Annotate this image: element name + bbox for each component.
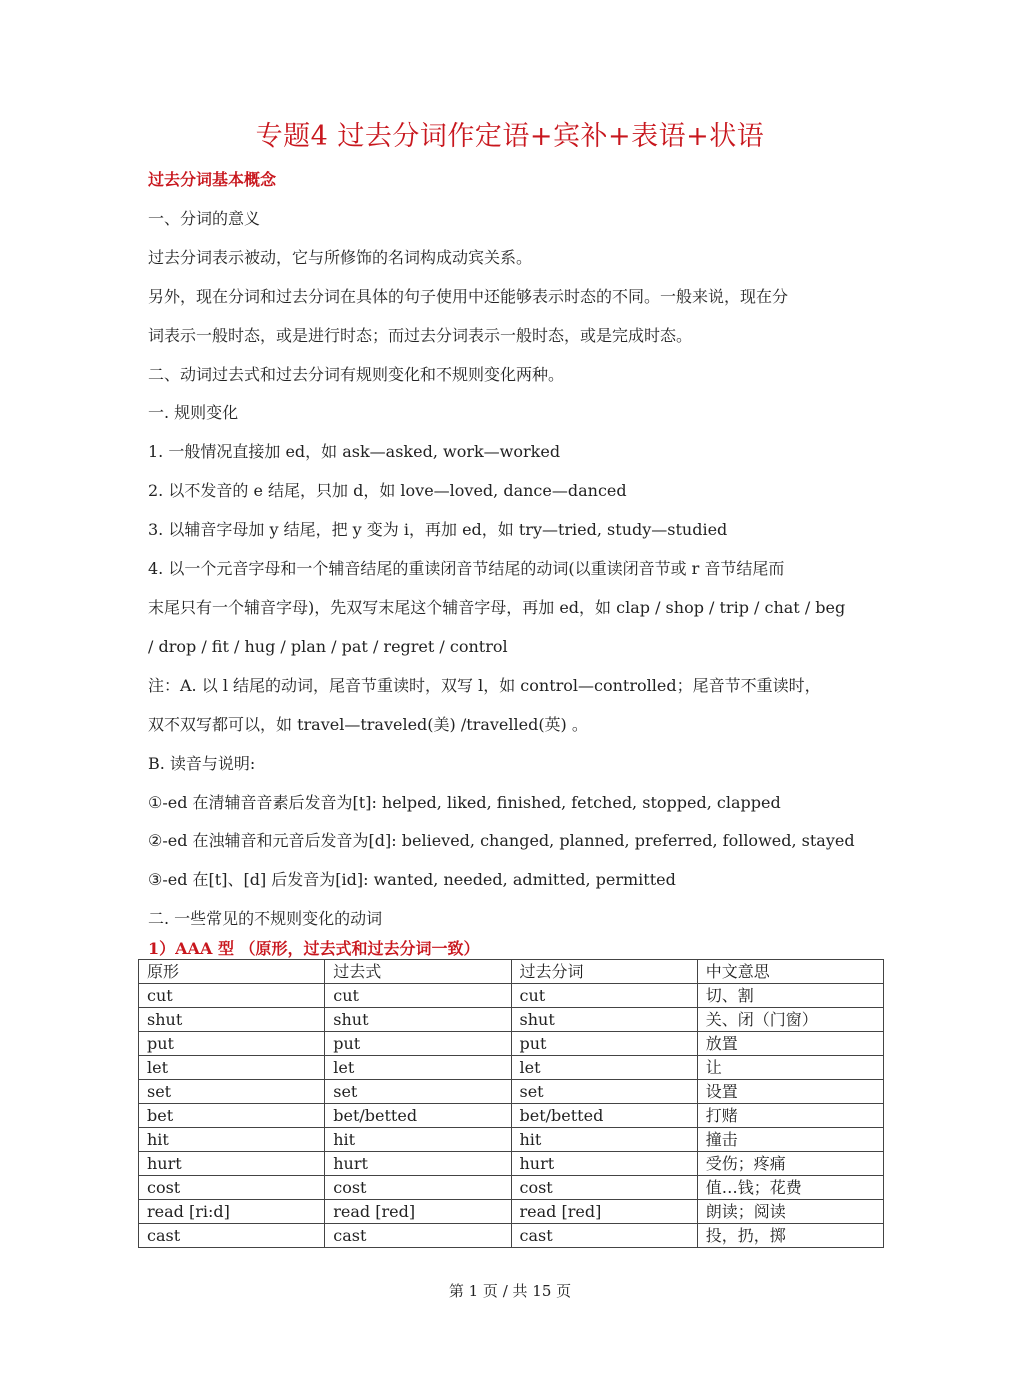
table-cell: bet/betted — [511, 1104, 697, 1128]
table-cell: 值…钱；花费 — [697, 1176, 883, 1200]
paragraph-line: 末尾只有一个辅音字母)，先双写末尾这个辅音字母，再加 ed，如 clap / shop / trip / chat / beg — [148, 597, 846, 617]
table-cell: 朗读；阅读 — [697, 1200, 883, 1224]
table-row — [139, 1008, 884, 1032]
table-cell: bet — [139, 1104, 325, 1128]
table-cell: cast — [325, 1224, 511, 1248]
paragraph-line: 1. 一般情况直接加 ed，如 ask—asked, work—worked — [148, 442, 561, 462]
paragraph-line: ③-ed 在[t]、[d] 后发音为[id]: wanted, needed, admitted, permitted — [148, 870, 676, 890]
paragraph-line: ①-ed 在清辅音音素后发音为[t]: helped, liked, finished, fetched, stopped, clapped — [148, 792, 781, 812]
table-cell: 切、割 — [697, 984, 883, 1008]
table-cell: shut — [511, 1008, 697, 1032]
paragraph-line: 3. 以辅音字母加 y 结尾，把 y 变为 i，再加 ed，如 try—tried, study—studied — [148, 520, 728, 540]
verb-table — [138, 959, 884, 1248]
table-header-row — [139, 960, 884, 984]
table-cell: 设置 — [697, 1080, 883, 1104]
table-cell: let — [511, 1056, 697, 1080]
table-cell: hit — [139, 1128, 325, 1152]
table-cell: hurt — [325, 1152, 511, 1176]
table-cell: bet/betted — [325, 1104, 511, 1128]
table-cell: cast — [139, 1224, 325, 1248]
table-cell: shut — [325, 1008, 511, 1032]
column-header: 过去式 — [325, 960, 511, 984]
paragraph-line: 过去分词表示被动，它与所修饰的名词构成动宾关系。 — [148, 247, 533, 267]
table-row — [139, 1104, 884, 1128]
table-cell: 让 — [697, 1056, 883, 1080]
document-body — [148, 161, 878, 939]
paragraph-line: 双不双写都可以，如 travel—traveled(美) /travelled(英) 。 — [148, 714, 588, 734]
table-row — [139, 1128, 884, 1152]
table-cell: read [red] — [511, 1200, 697, 1224]
table-cell: 受伤；疼痛 — [697, 1152, 883, 1176]
page-title: 专题4 过去分词作定语+宾补+表语+状语 — [255, 121, 765, 152]
table-row — [139, 1152, 884, 1176]
table-cell: hurt — [511, 1152, 697, 1176]
paragraph-list — [148, 200, 878, 939]
table-cell: cast — [511, 1224, 697, 1248]
table-cell: 关、闭（门窗） — [697, 1008, 883, 1032]
table-cell: 放置 — [697, 1032, 883, 1056]
paragraph-line: 二. 一些常见的不规则变化的动词 — [148, 909, 383, 929]
table-cell: 打赌 — [697, 1104, 883, 1128]
table-cell: let — [139, 1056, 325, 1080]
table-row — [139, 1200, 884, 1224]
table-cell: set — [325, 1080, 511, 1104]
paragraph-line: 4. 以一个元音字母和一个辅音结尾的重读闭音节结尾的动词(以重读闭音节或 r 音节结尾而 — [148, 559, 785, 579]
table-cell: put — [511, 1032, 697, 1056]
table-row — [139, 1176, 884, 1200]
table-cell: put — [139, 1032, 325, 1056]
column-header: 过去分词 — [511, 960, 697, 984]
table-cell: cost — [325, 1176, 511, 1200]
table-cell: set — [511, 1080, 697, 1104]
table-cell: hurt — [139, 1152, 325, 1176]
table-cell: shut — [139, 1008, 325, 1032]
paragraph-line: 2. 以不发音的 e 结尾，只加 d，如 love—loved, dance—danced — [148, 481, 627, 501]
page-footer: 第 1 页 / 共 15 页 — [448, 1282, 572, 1300]
paragraph-line: 一. 规则变化 — [148, 403, 239, 423]
paragraph-line: 注：A. 以 l 结尾的动词，尾音节重读时，双写 l，如 control—controlled；尾音节不重读时， — [148, 675, 821, 695]
section-heading: 过去分词基本概念 — [148, 170, 277, 189]
table-cell: cut — [511, 984, 697, 1008]
table-row — [139, 1080, 884, 1104]
table-cell: read [ri:d] — [139, 1200, 325, 1224]
paragraph-line: 一、分词的意义 — [148, 208, 261, 228]
paragraph-line: 另外，现在分词和过去分词在具体的句子使用中还能够表示时态的不同。一般来说，现在分 — [148, 286, 789, 306]
table-cell: 撞击 — [697, 1128, 883, 1152]
table-cell: cut — [325, 984, 511, 1008]
column-header: 原形 — [139, 960, 325, 984]
paragraph-line: 二、动词过去式和过去分词有规则变化和不规则变化两种。 — [148, 364, 565, 384]
table-cell: hit — [511, 1128, 697, 1152]
table-row — [139, 1056, 884, 1080]
table-cell: 投，扔，掷 — [697, 1224, 883, 1248]
table-caption: 1）AAA 型 （原形，过去式和过去分词一致） — [148, 939, 480, 958]
table-cell: cut — [139, 984, 325, 1008]
table-cell: cost — [511, 1176, 697, 1200]
table-row — [139, 1032, 884, 1056]
paragraph-line: 词表示一般时态，或是进行时态；而过去分词表示一般时态，或是完成时态。 — [148, 325, 693, 345]
table-cell: set — [139, 1080, 325, 1104]
table-cell: let — [325, 1056, 511, 1080]
table-cell: cost — [139, 1176, 325, 1200]
paragraph-line: ②-ed 在浊辅音和元音后发音为[d]: believed, changed, planned, preferred, followed, stayed — [148, 831, 855, 851]
table-row — [139, 1224, 884, 1248]
paragraph-line: B. 读音与说明: — [148, 753, 256, 773]
column-header: 中文意思 — [697, 960, 883, 984]
table-cell: read [red] — [325, 1200, 511, 1224]
table-row — [139, 984, 884, 1008]
paragraph-line: / drop / fit / hug / plan / pat / regret / control — [148, 636, 508, 656]
table-cell: hit — [325, 1128, 511, 1152]
table-cell: put — [325, 1032, 511, 1056]
